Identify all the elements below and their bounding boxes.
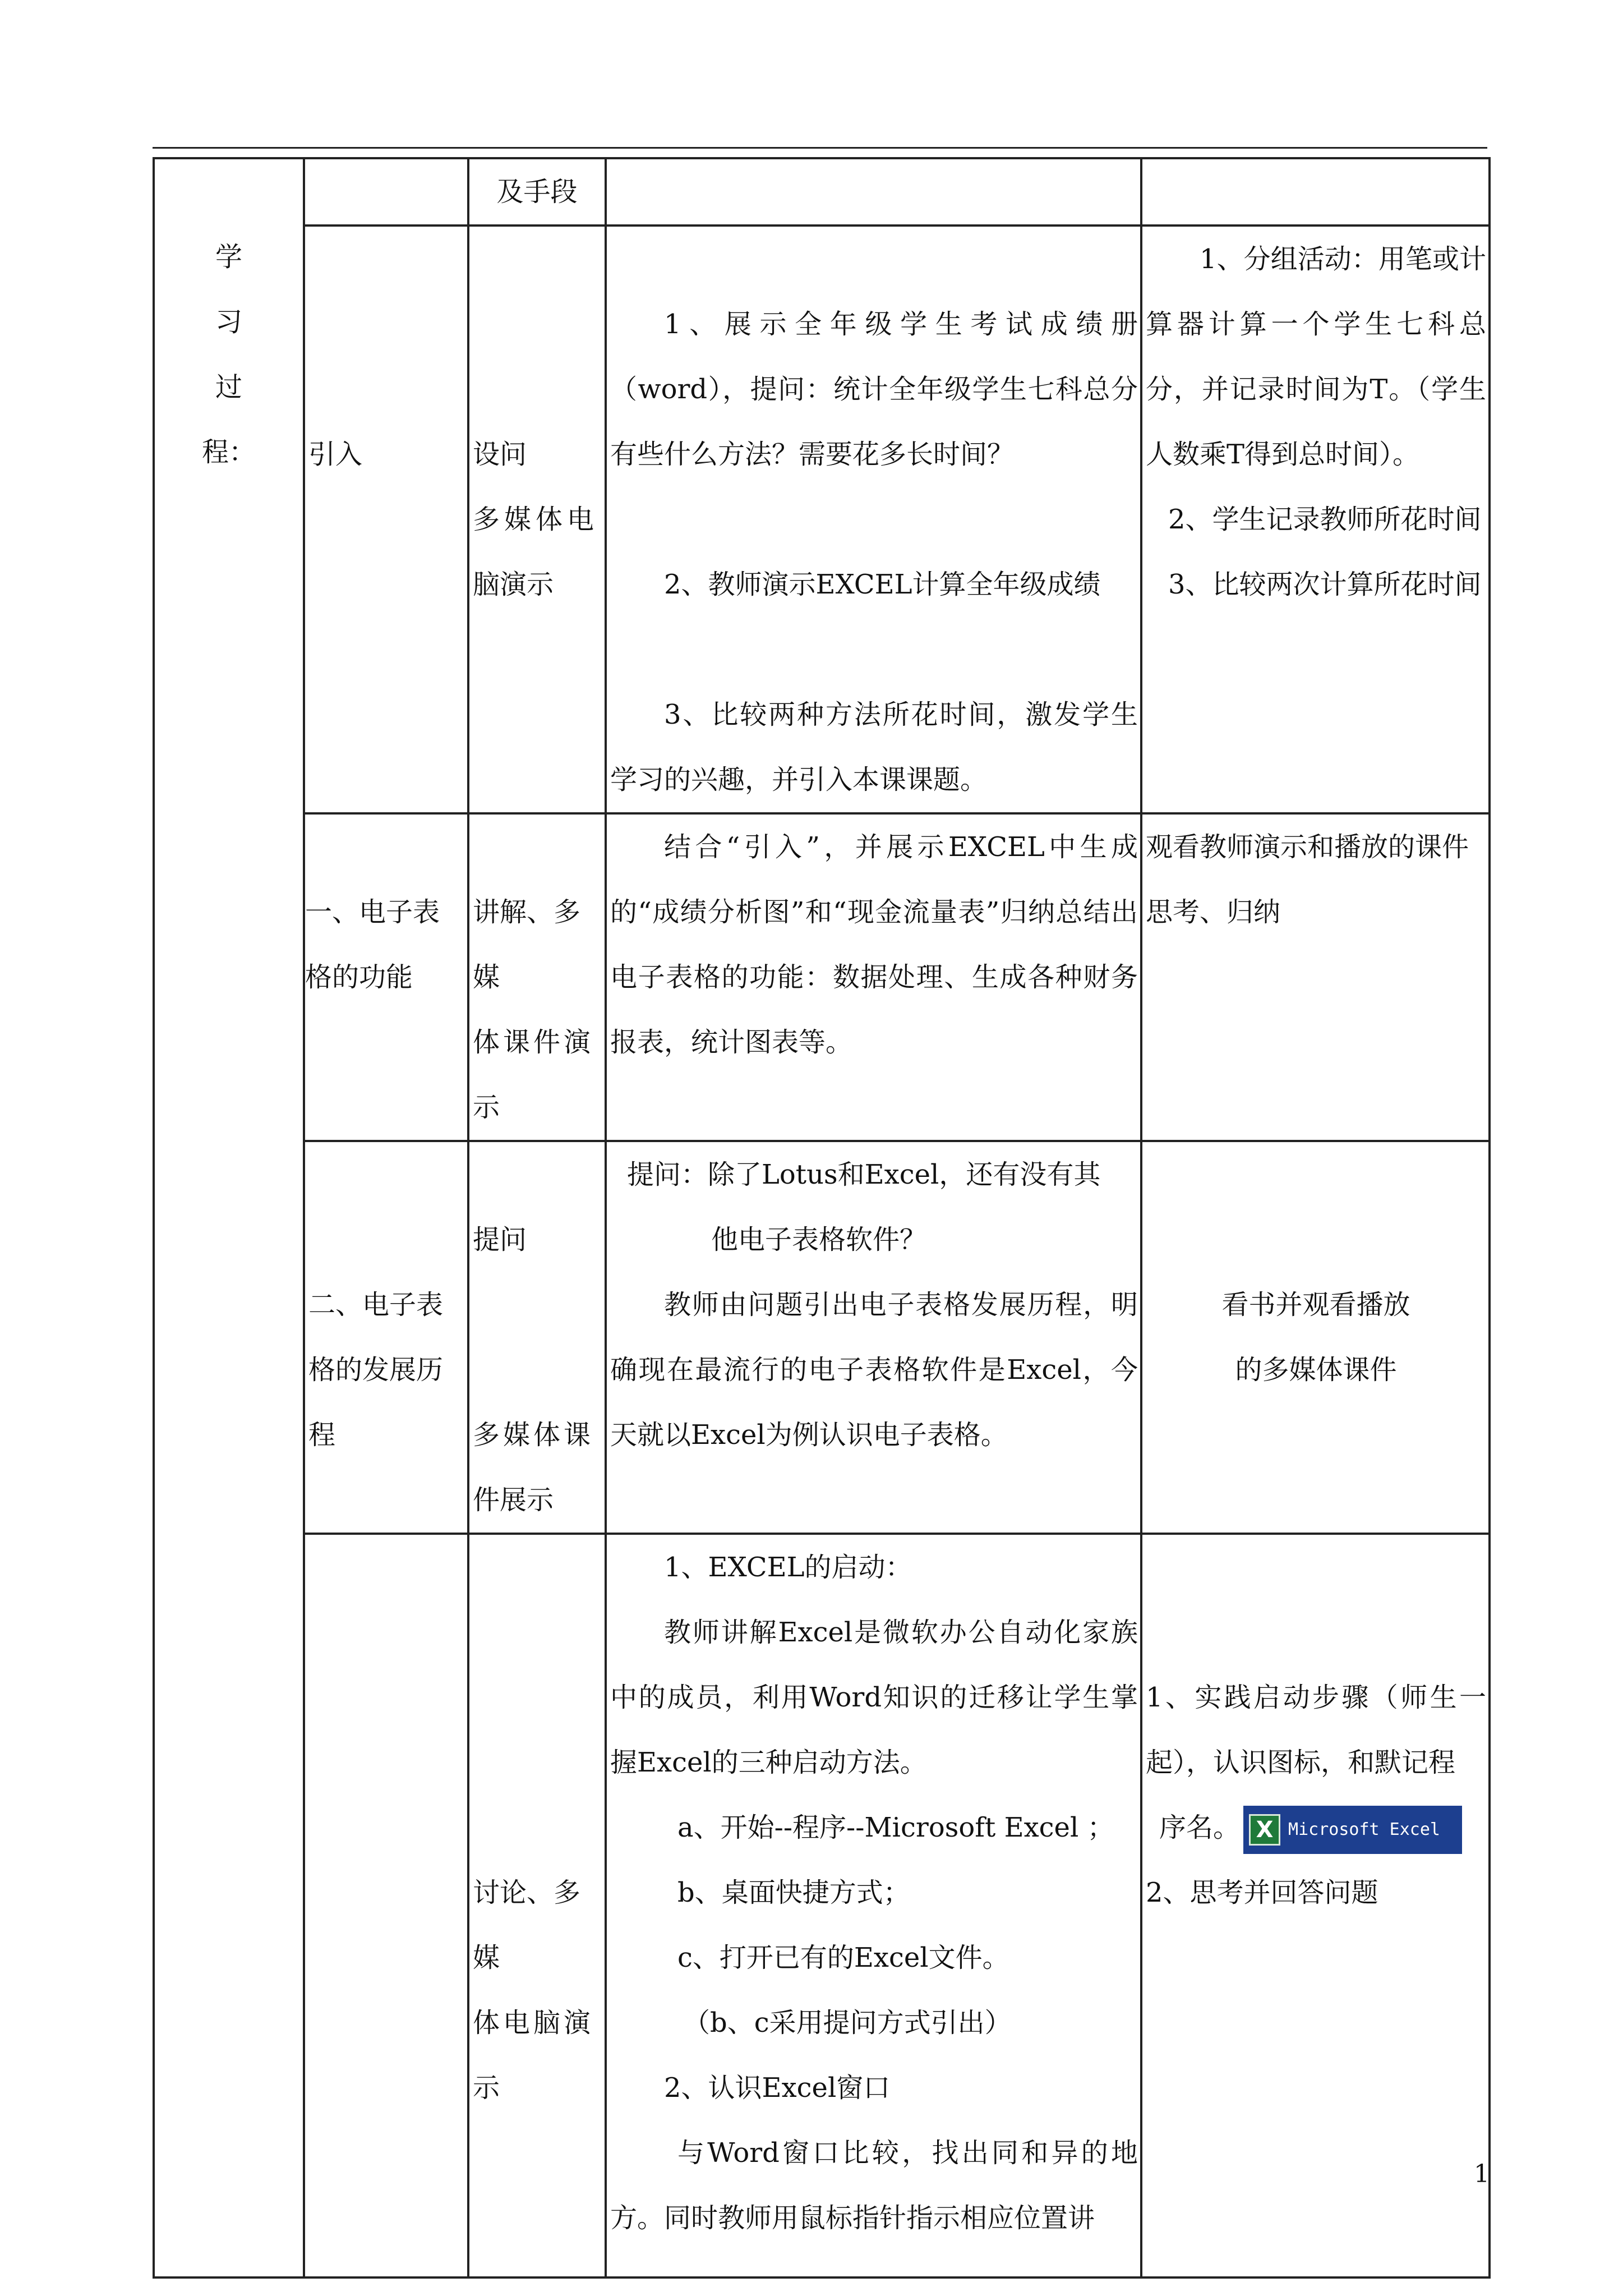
- method-line: 体电脑演: [473, 2007, 594, 2039]
- side-label-char: 程：: [201, 436, 256, 468]
- student-activity-cell: [1141, 1534, 1490, 2277]
- student-activity-cell: [1141, 813, 1490, 1141]
- student-paragraph: 2、学生记录教师所花时间: [1168, 504, 1482, 535]
- teacher-activity-cell: [606, 1141, 1141, 1534]
- table-row: [154, 226, 1490, 813]
- header-cell-method: [468, 158, 606, 226]
- method-line: 体课件演: [473, 1027, 594, 1058]
- teacher-paragraph: 与Word窗口比较，找出同和异的地方。同时教师用鼠标指针指示相应位置讲: [610, 2137, 1138, 2234]
- method-cell: [468, 1141, 606, 1534]
- student-activity-cell: [1141, 1141, 1490, 1534]
- teacher-paragraph: c、打开已有的Excel文件。: [677, 1942, 1009, 1973]
- method-line: 示: [473, 2072, 500, 2104]
- teacher-paragraph: 3、比较两种方法所花时间，激发学生学习的兴趣，并引入本课课题。: [610, 699, 1138, 795]
- student-paragraph: 1、实践启动步骤（师生一起），认识图标，和默记程: [1146, 1682, 1486, 1778]
- stage-label: 二、电子表格的发展历程: [308, 1289, 444, 1451]
- method-line: 示: [473, 1092, 500, 1123]
- student-paragraph: 1、分组活动：用笔或计算器计算一个学生七科总分，并记录时间为T。（学生人数乘T得到总时间）。: [1146, 243, 1486, 470]
- student-paragraph: 观看教师演示和播放的课件: [1146, 831, 1469, 863]
- teacher-activity-cell: [606, 1534, 1141, 2277]
- side-label-cell: [154, 158, 304, 2277]
- teacher-activity-cell: [606, 813, 1141, 1141]
- method-line: 讨论、多媒: [473, 1877, 581, 1973]
- teacher-paragraph: （b、c采用提问方式引出）: [683, 2007, 1012, 2039]
- method-cell: [468, 226, 606, 813]
- teacher-paragraph: 提问：除了Lotus和Excel，还有没有其: [627, 1159, 1101, 1190]
- method-cell: [468, 813, 606, 1141]
- stage-cell: [304, 813, 468, 1141]
- teacher-paragraph: 教师讲解Excel是微软办公自动化家族中的成员，利用Word知识的迁移让学生掌握Excel的三种启动方法。: [610, 1617, 1138, 1778]
- method-line: 多媒体电: [473, 504, 599, 535]
- side-label-char: 学: [215, 241, 242, 273]
- method-cell: [468, 1534, 606, 2277]
- teacher-paragraph: a、开始--程序--Microsoft Excel ；: [677, 1812, 1114, 1843]
- teacher-paragraph: 他电子表格软件？: [711, 1224, 927, 1255]
- student-activity-cell: [1141, 226, 1490, 813]
- teacher-paragraph: 2、教师演示EXCEL计算全年级成绩: [664, 569, 1101, 600]
- excel-badge-label: Microsoft Excel: [1288, 1819, 1440, 1839]
- header-fragment: 及手段: [496, 176, 578, 208]
- table-header-row: [154, 158, 1490, 226]
- teacher-paragraph: 2、认识Excel窗口: [664, 2072, 891, 2104]
- student-paragraph: [1146, 1795, 1486, 1860]
- lesson-plan-table: [153, 157, 1491, 2279]
- table-row: [154, 1534, 1490, 2277]
- student-paragraph: 的多媒体课件: [1235, 1354, 1397, 1386]
- side-label-char: 习: [215, 306, 242, 338]
- method-line: 多媒体课: [473, 1419, 594, 1451]
- page-number: 1: [1474, 2160, 1490, 2188]
- student-line: 序名。: [1159, 1812, 1241, 1843]
- header-cell-student: [1141, 158, 1490, 226]
- header-cell-stage: [304, 158, 468, 226]
- teacher-paragraph: 教师由问题引出电子表格发展历程，明确现在最流行的电子表格软件是Excel，今天就以Excel为例认识电子表格。: [610, 1289, 1138, 1451]
- stage-cell: [304, 1141, 468, 1534]
- method-line: 脑演示: [473, 569, 554, 600]
- student-paragraph: 思考、归纳: [1146, 896, 1281, 928]
- stage-cell: [304, 1534, 468, 2277]
- method-line: 设问: [473, 439, 527, 470]
- stage-label: 一、电子表格的功能: [305, 896, 440, 993]
- method-line: 讲解、多媒: [473, 896, 581, 993]
- table-row: [154, 1141, 1490, 1534]
- header-rule: [153, 147, 1487, 149]
- table-row: [154, 813, 1490, 1141]
- student-paragraph: 看书并观看播放: [1221, 1289, 1410, 1320]
- teacher-paragraph: 结合“引入”，并展示EXCEL中生成的“成绩分析图”和“现金流量表”归纳总结出电子表格的功能：数据处理、生成各种财务报表，统计图表等。: [610, 831, 1138, 1058]
- stage-cell: [304, 226, 468, 813]
- excel-icon: X: [1249, 1814, 1280, 1846]
- header-cell-teacher: [606, 158, 1141, 226]
- teacher-activity-cell: [606, 226, 1141, 813]
- student-paragraph: 3、比较两次计算所花时间: [1168, 569, 1482, 600]
- excel-badge: [1243, 1806, 1462, 1854]
- side-label-char: 过: [215, 371, 242, 403]
- teacher-paragraph: 1、EXCEL的启动：: [664, 1552, 912, 1583]
- student-paragraph: 2、思考并回答问题: [1146, 1877, 1378, 1908]
- teacher-paragraph: 1、展示全年级学生考试成绩册（word），提问：统计全年级学生七科总分有些什么方法？需要花多长时间？: [610, 309, 1138, 470]
- stage-label: 引入: [308, 439, 363, 470]
- method-line: 提问: [473, 1224, 527, 1255]
- method-line: 件展示: [473, 1484, 554, 1516]
- teacher-paragraph: b、桌面快捷方式；: [677, 1877, 910, 1908]
